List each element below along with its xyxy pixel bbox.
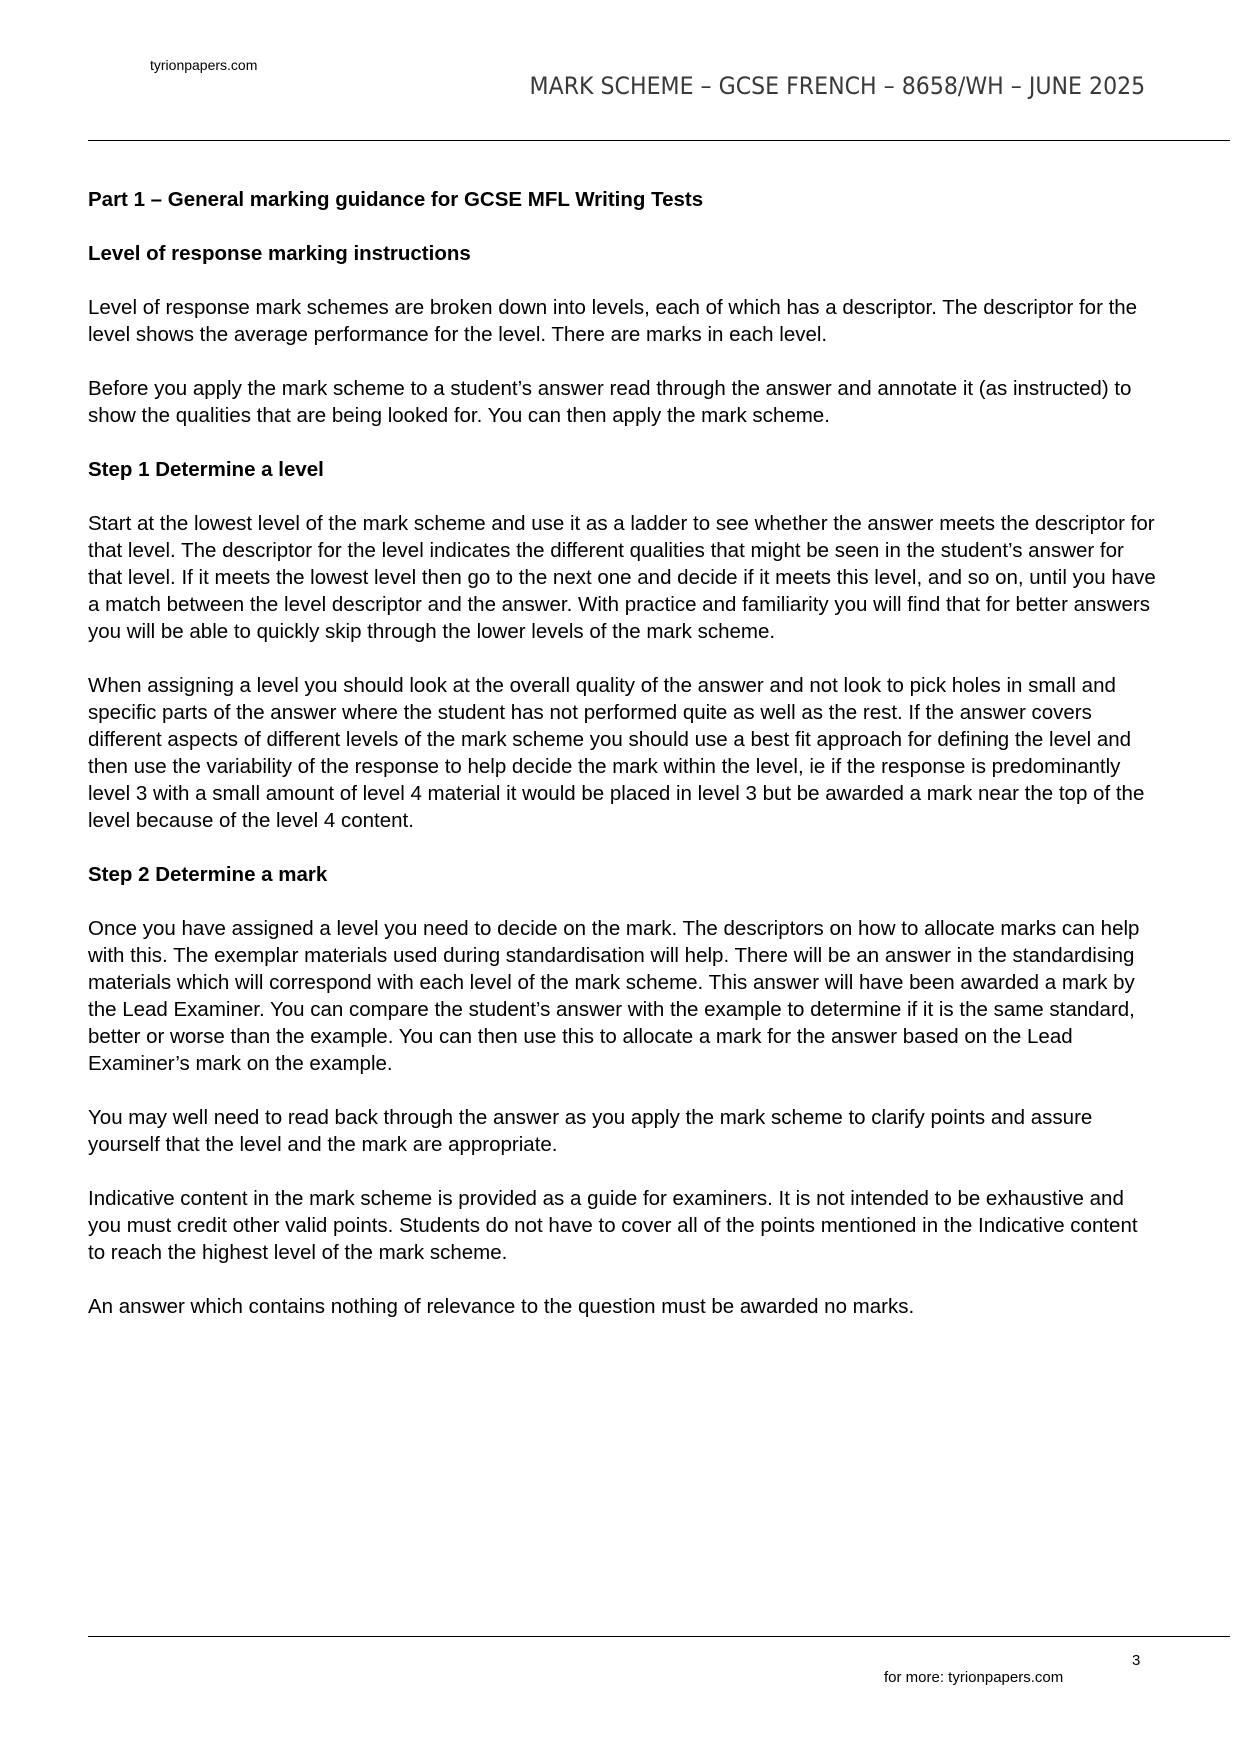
page-number: 3 — [1132, 1652, 1141, 1669]
paragraph-step2-1: Once you have assigned a level you need to decide on the mark. The descriptors on how to allocate marks can help with this. The exemplar materials used during standardisation will help. There will be an answer in the standardising materials which will correspond with each level of the mark scheme. This answer will have been awarded a mark by the Lead Examiner. You can compare the student’s answer with the example to determine if it is the same standard, better or worse than the example. You can then use this to allocate a mark for the answer based on the Lead Examiner’s mark on the example. — [88, 917, 1140, 1075]
paragraph-step1-1: Start at the lowest level of the mark scheme and use it as a ladder to see whether the answer meets the descriptor for that level. The descriptor for the level indicates the different qualities that might be seen in the student’s answer for that level. If it meets the lowest level then go to the next one and decide if it meets this level, and so on, until you have a match between the level descriptor and the answer. With practice and familiarity you will find that for better answers you will be able to quickly skip through the lower levels of the mark scheme. — [88, 512, 1156, 643]
paragraph-step2-3: Indicative content in the mark scheme is provided as a guide for examiners. It is not intended to be exhaustive and you must credit other valid points. Students do not have to cover all of the points mentioned in the Indicative content to reach the highest level of the mark scheme. — [88, 1187, 1138, 1264]
document-body — [88, 186, 1158, 1347]
footer-note: for more: tyrionpapers.com — [884, 1669, 1064, 1686]
header-divider — [88, 140, 1230, 141]
part-title: Part 1 – General marking guidance for GCSE MFL Writing Tests — [88, 188, 704, 211]
paragraph-step2-4: An answer which contains nothing of relevance to the question must be awarded no marks. — [88, 1295, 915, 1318]
paragraph-lor-2: Before you apply the mark scheme to a student’s answer read through the answer and annotate it (as instructed) to show the qualities that are being looked for. You can then apply the mark scheme. — [88, 377, 1132, 427]
site-label: tyrionpapers.com — [150, 57, 258, 73]
section-heading-step-2: Step 2 Determine a mark — [88, 863, 328, 886]
paragraph-step1-2: When assigning a level you should look at the overall quality of the answer and not look to pick holes in small and specific parts of the answer where the student has not performed quite as well as the rest. If the answer covers different aspects of different levels of the mark scheme you should use a best fit approach for defining the level and then use the variability of the response to help decide the mark within the level, ie if the response is predominantly level 3 with a small amount of level 4 material it would be placed in level 3 but be awarded a mark near the top of the level because of the level 4 content. — [88, 674, 1145, 832]
document-header-title: MARK SCHEME – GCSE FRENCH – 8658/WH – JUNE 2025 — [529, 72, 1145, 100]
paragraph-lor-1: Level of response mark schemes are broken down into levels, each of which has a descriptor. The descriptor for the level shows the average performance for the level. There are marks in each level. — [88, 296, 1138, 346]
footer-divider — [88, 1636, 1230, 1637]
section-heading-level-of-response: Level of response marking instructions — [88, 242, 471, 265]
paragraph-step2-2: You may well need to read back through the answer as you apply the mark scheme to clarify points and assure yourself that the level and the mark are appropriate. — [88, 1106, 1093, 1156]
section-heading-step-1: Step 1 Determine a level — [88, 458, 324, 481]
